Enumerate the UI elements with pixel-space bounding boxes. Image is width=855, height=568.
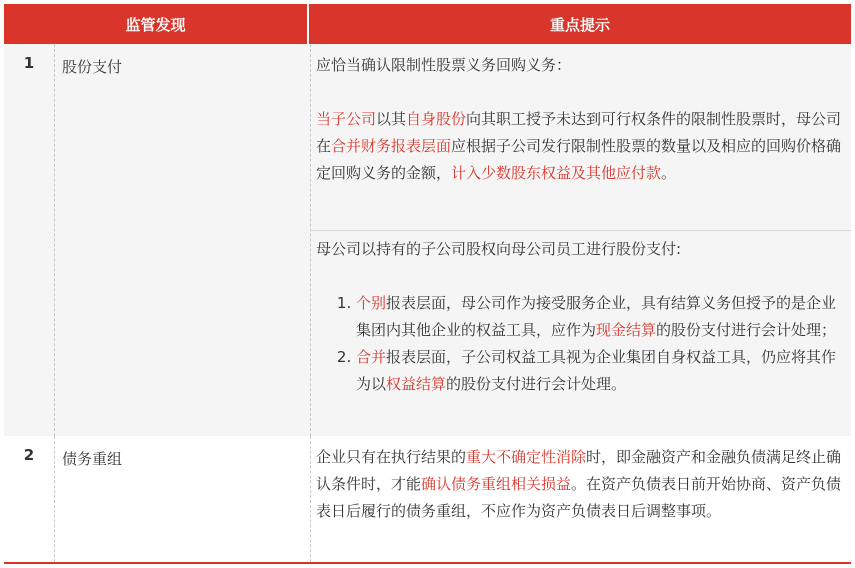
table-bottom-border <box>4 562 851 564</box>
row-topic: 债务重组 <box>62 450 123 468</box>
body-text: 向其职工授予未达到可行权条件的限制性股票时，母公司在 <box>316 110 842 155</box>
supervision-table <box>4 4 851 563</box>
column-divider <box>310 436 311 562</box>
highlight-text: 合并 <box>356 348 387 366</box>
header-key-points: 重点提示 <box>309 4 851 44</box>
header-supervision-findings: 监管发现 <box>4 4 307 44</box>
note-intro: 母公司以持有的子公司股权向母公司员工进行股份支付: <box>316 240 682 258</box>
debt-restructuring-note <box>316 444 842 525</box>
body-text: 。 <box>661 164 677 182</box>
highlight-text: 现金结算 <box>596 321 657 339</box>
body-text: 的股份支付进行会计处理。 <box>446 375 627 393</box>
note-list <box>316 290 842 398</box>
row-topic: 股份支付 <box>62 58 123 76</box>
body-text: 时，即金融资产和金融负债满足终止确认条件时，才能 <box>316 448 842 493</box>
column-divider <box>54 436 55 562</box>
highlight-text: 个别 <box>356 294 387 312</box>
list-item <box>356 290 842 344</box>
row-number: 2 <box>23 446 35 464</box>
sub-divider <box>310 230 851 231</box>
body-text: 的股份支付进行会计处理； <box>656 321 837 339</box>
row-number: 1 <box>23 54 35 72</box>
highlight-text: 当子公司 <box>316 110 377 128</box>
note-paragraph <box>316 106 842 187</box>
table-header <box>4 4 851 44</box>
restricted-stock-note <box>316 52 842 187</box>
column-divider <box>54 44 55 436</box>
highlight-text: 权益结算 <box>386 375 447 393</box>
body-text: 报表层面，子公司权益工具视为企业集团自身权益工具，仍应将其作为以 <box>356 348 837 393</box>
highlight-text: 自身股份 <box>406 110 467 128</box>
body-text: 企业只有在执行结果的 <box>316 448 467 466</box>
highlight-text: 确认债务重组相关损益 <box>421 475 572 493</box>
note-paragraph <box>316 444 842 525</box>
note-intro: 应恰当确认限制性股票义务回购义务： <box>316 56 572 74</box>
body-text: 应根据子公司发行限制性股票的数量以及相应的回购价格确定回购义务的金额， <box>316 137 842 182</box>
highlight-text: 计入少数股东权益及其他应付款 <box>451 164 662 182</box>
body-text: 以其 <box>376 110 407 128</box>
list-item <box>356 344 842 398</box>
body-text: 报表层面，母公司作为接受服务企业，具有结算义务但授予的是企业集团内其他企业的权益工具，应作为 <box>356 294 837 339</box>
column-divider <box>310 44 311 436</box>
body-text: 。在资产负债表日前开始协商、资产负债表日后履行的债务重组，不应作为资产负债表日后调整事项。 <box>316 475 842 520</box>
equity-payment-note <box>316 236 842 398</box>
highlight-text: 合并财务报表层面 <box>331 137 452 155</box>
highlight-text: 重大不确定性消除 <box>466 448 587 466</box>
